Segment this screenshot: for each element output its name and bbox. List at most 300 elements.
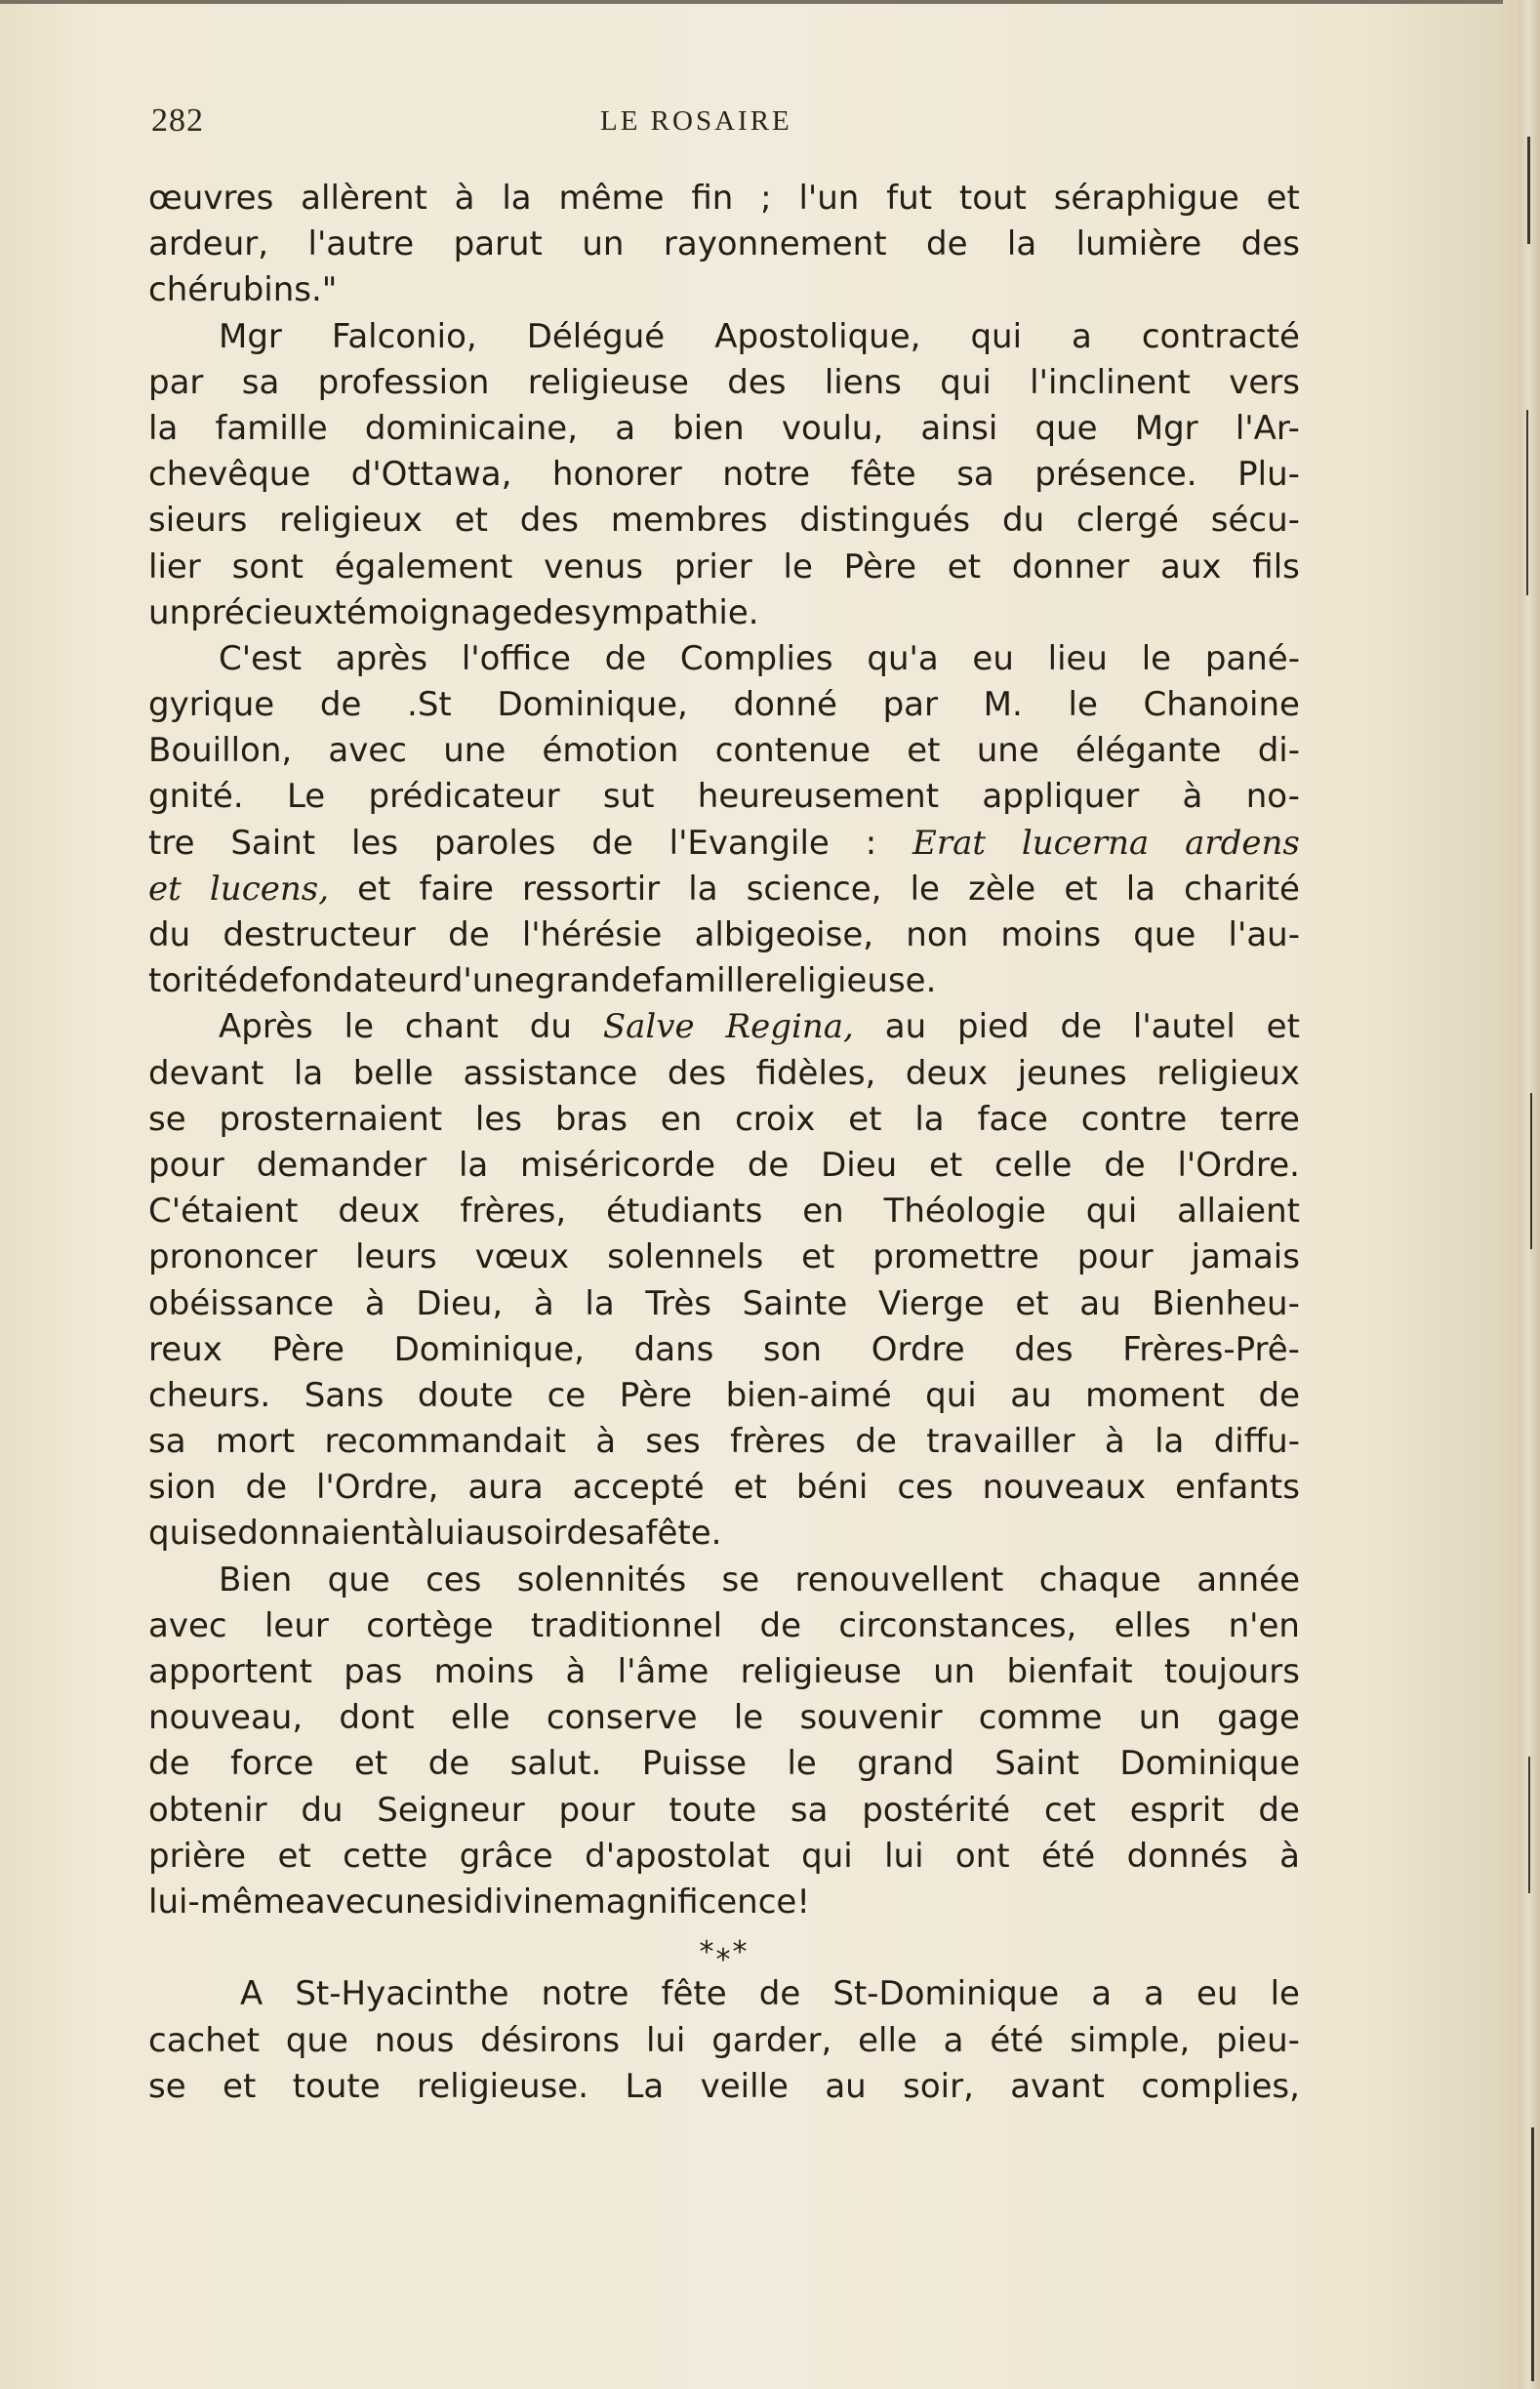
word: se xyxy=(721,1559,760,1599)
word: magnificence xyxy=(573,1882,797,1922)
word: et xyxy=(733,1468,767,1508)
text-line xyxy=(148,1788,1300,1834)
word: sont xyxy=(231,547,304,587)
word: sa xyxy=(607,1514,646,1554)
word: St-Dominique xyxy=(832,1974,1060,2014)
word: qu'a xyxy=(867,638,939,678)
word: ; xyxy=(760,179,772,218)
word: dont xyxy=(339,1698,415,1738)
word: contre xyxy=(1080,1099,1188,1139)
word: l'âme xyxy=(617,1652,709,1691)
word: eu xyxy=(972,638,1014,678)
word: nouveau, xyxy=(148,1698,304,1738)
word: qui xyxy=(148,1514,200,1554)
word: lui xyxy=(425,1514,466,1554)
word: la xyxy=(914,1099,945,1139)
word: dominicaine, xyxy=(364,408,579,448)
word: paroles xyxy=(433,823,556,863)
word: séraphigue xyxy=(1053,179,1239,218)
word: de xyxy=(237,961,280,1001)
word: ardens xyxy=(1185,823,1300,863)
running-title: LE ROSAIRE xyxy=(600,105,792,137)
word: le xyxy=(1141,638,1172,678)
word: de xyxy=(448,915,490,954)
word: grande xyxy=(534,961,653,1001)
word: * xyxy=(699,1935,716,1970)
word: ! xyxy=(796,1882,810,1922)
word: gyrique xyxy=(148,685,275,725)
word: de xyxy=(855,1422,897,1462)
word: sa xyxy=(148,1422,186,1462)
word: miséricorde xyxy=(520,1145,716,1185)
text-line xyxy=(148,1465,1300,1511)
word: sut xyxy=(602,777,655,817)
text-line xyxy=(148,1603,1300,1649)
word: la xyxy=(502,179,532,218)
margin-mark xyxy=(1527,137,1530,244)
word: religieuse xyxy=(527,362,689,402)
word: complies, xyxy=(1141,2066,1300,2106)
word: fête. xyxy=(645,1514,722,1554)
word: ce xyxy=(547,1375,587,1415)
word: tout xyxy=(958,179,1027,218)
text-line xyxy=(148,1143,1300,1189)
word: de xyxy=(532,592,575,632)
word: cachet xyxy=(148,2020,261,2060)
word: di- xyxy=(1257,731,1300,771)
word: Frères-Prê- xyxy=(1122,1329,1300,1369)
word: garder, xyxy=(711,2020,832,2060)
word: a xyxy=(943,2020,964,2060)
word: du xyxy=(529,1007,572,1047)
word: deux xyxy=(905,1053,989,1093)
word: au xyxy=(1010,1375,1052,1415)
word: Puisse xyxy=(641,1744,747,1784)
text-line xyxy=(148,314,1300,360)
word: gnité. xyxy=(148,777,244,817)
word: a xyxy=(1072,316,1092,356)
word: à xyxy=(565,1652,587,1691)
word: diffu- xyxy=(1213,1422,1300,1462)
word: donner xyxy=(1011,547,1130,587)
word: chaque xyxy=(1038,1559,1161,1599)
word: membres xyxy=(610,501,768,541)
word: la xyxy=(148,408,179,448)
word: pour xyxy=(148,1145,224,1185)
word: de xyxy=(1104,1145,1146,1185)
word: la xyxy=(1125,869,1155,909)
word: et xyxy=(1064,869,1098,909)
word: et xyxy=(1266,1007,1300,1047)
word: que xyxy=(285,2020,348,2060)
text-line xyxy=(148,774,1300,820)
word: apportent xyxy=(148,1652,312,1691)
word: soir, xyxy=(903,2066,974,2106)
word: conserve xyxy=(546,1698,698,1738)
word: à xyxy=(404,1514,426,1554)
word: Après xyxy=(219,1007,313,1047)
word: fête xyxy=(661,1974,727,2014)
margin-mark xyxy=(1531,2127,1534,2381)
text-line xyxy=(148,406,1300,452)
word: de xyxy=(245,1468,287,1508)
word: que xyxy=(327,1559,390,1599)
text-line xyxy=(148,2064,1300,2110)
word: témoignage xyxy=(333,592,533,632)
word: se xyxy=(148,1099,186,1139)
word: Dieu, xyxy=(416,1283,504,1323)
word: et xyxy=(277,1836,311,1876)
word: en xyxy=(802,1192,844,1232)
word: un xyxy=(1138,1698,1181,1738)
word: se xyxy=(199,1514,238,1554)
word: par xyxy=(882,685,938,725)
word: Sans xyxy=(304,1375,385,1415)
word: eu xyxy=(1196,1974,1238,2014)
word: Théologie xyxy=(883,1192,1046,1232)
word: Saint xyxy=(230,823,316,863)
word: après xyxy=(335,638,428,678)
word: donnés xyxy=(1126,1836,1248,1876)
word: vers xyxy=(1229,362,1300,402)
word: désirons xyxy=(480,2020,621,2060)
word: albigeoise, xyxy=(694,915,874,954)
word: torité xyxy=(148,961,238,1001)
word: des xyxy=(1240,224,1300,264)
word: l'au- xyxy=(1228,915,1300,954)
word: Dominique, xyxy=(497,685,688,725)
word: cette xyxy=(343,1836,428,1876)
word: du xyxy=(148,915,191,954)
word: du xyxy=(1001,501,1045,541)
word: promettre xyxy=(872,1237,1039,1277)
word: fidèles, xyxy=(755,1053,876,1093)
word: .St xyxy=(407,685,452,725)
section-separator-asterism xyxy=(148,1925,1300,1978)
word: par xyxy=(148,362,204,402)
word: Chanoine xyxy=(1143,685,1300,725)
word: le xyxy=(1270,1974,1300,2014)
text-line xyxy=(148,958,1300,1004)
word: donné xyxy=(733,685,837,725)
text-line xyxy=(148,452,1300,498)
word: une xyxy=(443,731,507,771)
word: de xyxy=(427,1744,470,1784)
word: prosternaient xyxy=(219,1099,443,1139)
text-line xyxy=(148,1695,1300,1741)
word: chérubins." xyxy=(148,270,338,310)
word: terre xyxy=(1220,1099,1300,1139)
page-number: 282 xyxy=(151,102,204,139)
word: Bouillon, xyxy=(148,731,293,771)
word: et xyxy=(1266,179,1300,218)
word: des xyxy=(667,1053,727,1093)
word: le xyxy=(910,869,940,909)
word: Dieu xyxy=(821,1145,898,1185)
word: et xyxy=(454,501,488,541)
word: cet xyxy=(1043,1790,1096,1830)
word: bien-aimé xyxy=(725,1375,892,1415)
word: moment xyxy=(1085,1375,1225,1415)
text-line xyxy=(148,867,1300,912)
text-line xyxy=(148,912,1300,958)
text-line xyxy=(148,498,1300,544)
word: et xyxy=(801,1237,835,1277)
word: Mgr xyxy=(1134,408,1198,448)
word: sympathie. xyxy=(574,592,759,632)
word: toujours xyxy=(1163,1652,1300,1691)
word: et xyxy=(947,547,982,587)
word: présence. xyxy=(1034,455,1197,495)
word: liens xyxy=(824,362,902,402)
page-top-edge xyxy=(0,0,1503,4)
word: Dominique, xyxy=(393,1329,585,1369)
word: circonstances, xyxy=(838,1605,1077,1645)
word: religieuse. xyxy=(764,961,937,1001)
word: divine xyxy=(472,1882,574,1922)
word: et xyxy=(223,2066,257,2106)
text-line xyxy=(148,590,1300,636)
word: notre xyxy=(541,1974,629,2014)
word: contenue xyxy=(714,731,871,771)
word: Seigneur xyxy=(377,1790,525,1830)
text-line xyxy=(148,1511,1300,1557)
word: Erat xyxy=(912,823,987,863)
word: C'est xyxy=(219,638,303,678)
word: et xyxy=(1015,1283,1049,1323)
word: * xyxy=(732,1935,750,1970)
word: au xyxy=(465,1514,507,1554)
text-line xyxy=(148,360,1300,406)
word: Bien xyxy=(219,1559,293,1599)
word: solennités xyxy=(516,1559,687,1599)
word: toute xyxy=(669,1790,757,1830)
word: Père xyxy=(619,1375,693,1415)
word: parut xyxy=(453,224,543,264)
word: et xyxy=(848,1099,882,1139)
word: le xyxy=(783,547,813,587)
word: donnaient xyxy=(237,1514,405,1554)
text-line xyxy=(148,821,1300,867)
word: sa xyxy=(241,362,280,402)
text-line xyxy=(148,1419,1300,1465)
word: souvenir xyxy=(799,1698,943,1738)
word: de xyxy=(148,1744,190,1784)
word: charité xyxy=(1184,869,1300,909)
word: non xyxy=(906,915,969,954)
word: solennels xyxy=(607,1237,764,1277)
word: pour xyxy=(558,1790,635,1830)
word: ardeur, xyxy=(148,224,269,264)
word: Mgr xyxy=(219,316,282,356)
word: croix xyxy=(735,1099,816,1139)
word: œuvres xyxy=(148,179,274,218)
word: face xyxy=(977,1099,1048,1139)
word: Délégué xyxy=(526,316,666,356)
word: l'office xyxy=(461,638,571,678)
word: demander xyxy=(256,1145,427,1185)
word: notre xyxy=(722,455,811,495)
word: avec xyxy=(304,1882,385,1922)
text-line xyxy=(148,1235,1300,1280)
word: esprit xyxy=(1129,1790,1225,1830)
text-line xyxy=(148,1834,1300,1880)
word: l'hérésie xyxy=(521,915,663,954)
word: faire xyxy=(419,869,494,909)
word: vœux xyxy=(474,1237,570,1277)
word: l'Ordre. xyxy=(1177,1145,1300,1185)
word: doute xyxy=(417,1375,514,1415)
word: émotion xyxy=(542,731,679,771)
word: d'Ottawa, xyxy=(350,455,512,495)
word: avant xyxy=(1010,2066,1105,2106)
word: de xyxy=(566,1514,608,1554)
word: que xyxy=(1034,408,1098,448)
word: no- xyxy=(1245,777,1300,817)
word: sa xyxy=(956,455,994,495)
word: Père xyxy=(843,547,917,587)
word: fut xyxy=(886,179,933,218)
word: l'Ordre, xyxy=(315,1468,439,1508)
word: l'un xyxy=(798,179,860,218)
word: sécu- xyxy=(1210,501,1300,541)
word: Regina, xyxy=(725,1007,854,1047)
word: distingués xyxy=(799,501,971,541)
word: bienfait xyxy=(1006,1652,1133,1691)
word: l'autel xyxy=(1132,1007,1236,1047)
word: pas xyxy=(344,1652,403,1691)
word: travailler xyxy=(926,1422,1075,1462)
body-text xyxy=(148,176,1300,2110)
word: à xyxy=(1104,1422,1125,1462)
word: famille xyxy=(215,408,328,448)
word: religieux xyxy=(279,501,423,541)
word: : xyxy=(865,823,877,863)
word: jeunes xyxy=(1017,1053,1127,1093)
word: renouvellent xyxy=(794,1559,1004,1599)
word: moins xyxy=(433,1652,535,1691)
word: religieuse. xyxy=(417,2066,589,2106)
word: son xyxy=(763,1329,823,1369)
word: qui xyxy=(970,316,1023,356)
word: rayonnement xyxy=(663,224,887,264)
word: dans xyxy=(633,1329,714,1369)
word: de xyxy=(1258,1790,1300,1830)
word: Apostolique, xyxy=(714,316,921,356)
word: fondateur xyxy=(279,961,442,1001)
word: prier xyxy=(673,547,752,587)
word: le xyxy=(1068,685,1098,725)
text-line xyxy=(148,1649,1300,1695)
word: l'Evangile xyxy=(669,823,830,863)
word: simple, xyxy=(1070,2020,1191,2060)
word: n'en xyxy=(1228,1605,1300,1645)
word: frères xyxy=(730,1422,827,1462)
word: en xyxy=(660,1099,703,1139)
word: bien xyxy=(672,408,745,448)
word: comme xyxy=(978,1698,1103,1738)
text-line xyxy=(148,728,1300,774)
word: ces xyxy=(897,1468,953,1508)
word: Père xyxy=(271,1329,344,1369)
word: l'Ar- xyxy=(1235,408,1300,448)
word: gage xyxy=(1217,1698,1300,1738)
word: elle xyxy=(858,2020,917,2060)
word: A xyxy=(240,1974,263,2014)
word: lumière xyxy=(1075,224,1202,264)
word: reux xyxy=(148,1329,223,1369)
word: se xyxy=(148,2066,186,2106)
text-line xyxy=(148,222,1300,267)
word: de xyxy=(758,1974,801,2014)
word: allèrent xyxy=(301,179,427,218)
word: au xyxy=(884,1007,927,1047)
word: de xyxy=(747,1145,790,1185)
word: la xyxy=(1155,1422,1185,1462)
word: lieu xyxy=(1047,638,1108,678)
word: moins xyxy=(1000,915,1102,954)
word: heureusement xyxy=(697,777,940,817)
word: frères, xyxy=(460,1192,567,1232)
word: science, xyxy=(746,869,882,909)
page-right-edge xyxy=(1519,0,1540,2389)
word: elles xyxy=(1114,1605,1192,1645)
word: pied xyxy=(957,1007,1030,1047)
word: appliquer xyxy=(982,777,1140,817)
text-line xyxy=(148,176,1300,222)
text-line xyxy=(148,682,1300,728)
word: béni xyxy=(795,1468,869,1508)
word: toute xyxy=(292,2066,381,2106)
text-line xyxy=(148,1189,1300,1235)
word: et xyxy=(148,869,182,909)
word: au xyxy=(825,2066,867,2106)
word: l'inclinent xyxy=(1030,362,1191,402)
word: et xyxy=(357,869,391,909)
word: été xyxy=(990,2020,1044,2060)
word: venus xyxy=(544,547,644,587)
word: grand xyxy=(857,1744,954,1784)
word: recommandait xyxy=(324,1422,566,1462)
word: elle xyxy=(450,1698,510,1738)
word: sa xyxy=(790,1790,829,1830)
word: M. xyxy=(983,685,1023,725)
word: postérité xyxy=(862,1790,1011,1830)
word: fin xyxy=(691,179,734,218)
word: a xyxy=(1144,1974,1164,2014)
word: obéissance xyxy=(148,1283,335,1323)
word: si xyxy=(446,1882,473,1922)
word: lui xyxy=(645,2020,686,2060)
word: été xyxy=(1041,1836,1096,1876)
word: prière xyxy=(148,1836,247,1876)
word: que xyxy=(1133,915,1196,954)
word: et xyxy=(354,1744,388,1784)
word: * xyxy=(715,1943,733,1978)
word: famille xyxy=(652,961,765,1001)
word: ainsi xyxy=(920,408,998,448)
word: de xyxy=(925,224,968,264)
word: Sainte xyxy=(742,1283,848,1323)
word: leur xyxy=(263,1605,329,1645)
word: Le xyxy=(286,777,326,817)
word: du xyxy=(301,1790,344,1830)
word: ont xyxy=(954,1836,1010,1876)
word: tre xyxy=(148,823,195,863)
word: ses xyxy=(645,1422,701,1462)
word: clergé xyxy=(1075,501,1179,541)
word: profession xyxy=(317,362,490,402)
